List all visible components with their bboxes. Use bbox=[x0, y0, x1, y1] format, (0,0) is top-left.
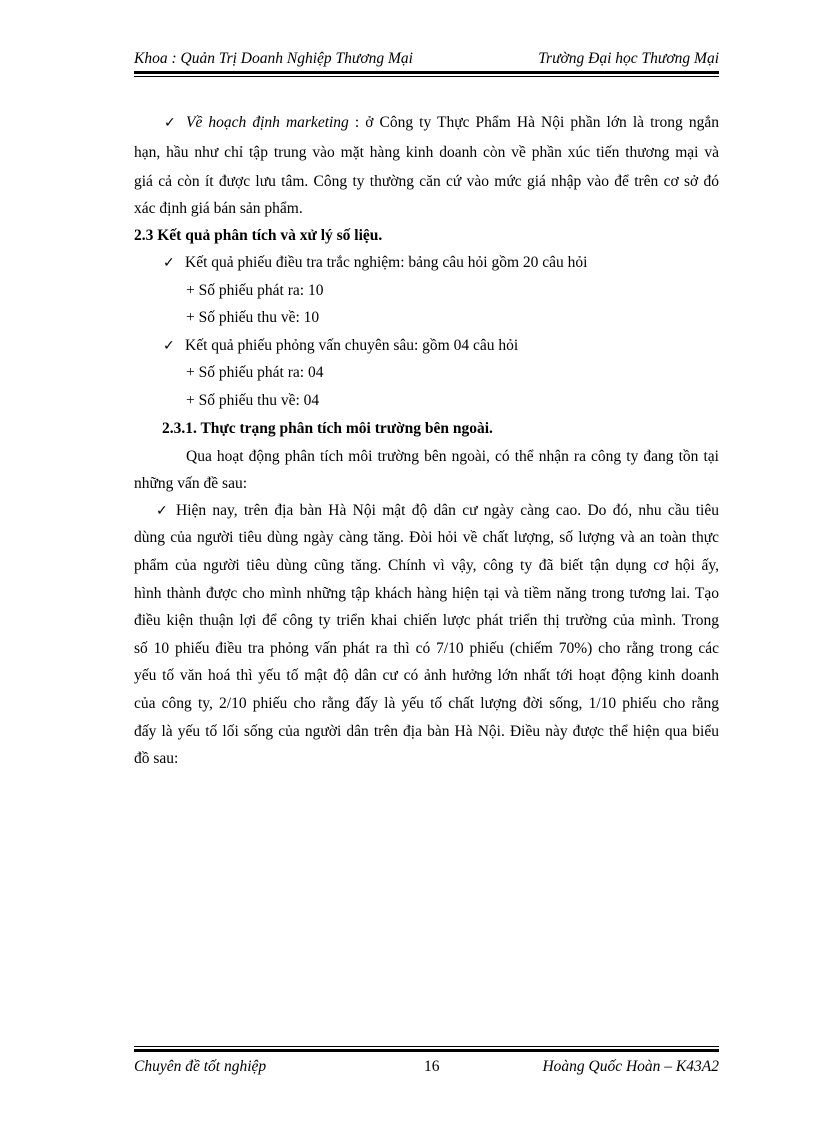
checkmark-icon: ✓ bbox=[156, 503, 168, 519]
paragraph-3-line-5: điều kiện thuận lợi để công ty triển khai chiến lược phát triển thị trường của mình. Trong bbox=[134, 612, 719, 629]
page-header bbox=[134, 50, 719, 68]
paragraph-2-line-1: Qua hoạt động phân tích môi trường bên ngoài, có thể nhận ra công ty đang tồn tại bbox=[186, 448, 719, 465]
paragraph-1-line-3: giá cả còn ít được lưu tâm. Công ty thường căn cứ vào mức giá nhập vào để trên cơ sở đó bbox=[134, 173, 719, 190]
paragraph-3-line-3: phẩm của người tiêu dùng cũng tăng. Chính vì vậy, công ty đã biết tận dụng cơ hội ấy, bbox=[134, 557, 719, 574]
paragraph-3-line-1: ✓ Hiện nay, trên địa bàn Hà Nội mật độ dân cư ngày càng cao. Do đó, nhu cầu tiêu bbox=[156, 502, 719, 519]
checkmark-icon: ✓ bbox=[163, 338, 175, 354]
paragraph-1-line-4: xác định giá bán sản phẩm. bbox=[134, 200, 303, 217]
paragraph-2-line-2: những vấn đề sau: bbox=[134, 475, 248, 492]
survey-1-issued: + Số phiếu phát ra: 10 bbox=[186, 282, 324, 299]
section-heading-2-3: 2.3 Kết quả phân tích và xử lý số liệu. bbox=[134, 227, 383, 244]
paragraph-3-line-2: dùng của người tiêu dùng ngày càng tăng. Đòi hỏi về chất lượng, số lượng và an toàn thực bbox=[134, 529, 719, 546]
page-number: 16 bbox=[424, 1058, 440, 1075]
survey-2-returned: + Số phiếu thu về: 04 bbox=[186, 392, 320, 409]
paragraph-3-line-6: số 10 phiếu điều tra phỏng vấn phát ra thì có 7/10 phiếu (chiếm 70%) cho rằng trong các bbox=[134, 640, 719, 657]
paragraph-3-line-9: đấy là yếu tố lối sống của người dân trên địa bàn Hà Nội. Điều này được thể hiện qua biểu bbox=[134, 723, 719, 740]
checkmark-icon: ✓ bbox=[164, 115, 176, 131]
paragraph-3-line-4: hình thành được cho mình những tập khách hàng hiện tại và tiềm năng trong tương lai. Tạo bbox=[134, 585, 719, 602]
survey-1-returned: + Số phiếu thu về: 10 bbox=[186, 309, 320, 326]
section-heading-2-3-1: 2.3.1. Thực trạng phân tích môi trường bên ngoài. bbox=[162, 420, 493, 437]
paragraph-1-line-2: hạn, hầu như chỉ tập trung vào mặt hàng kinh doanh còn về phần xúc tiến thương mại và bbox=[134, 144, 719, 161]
marketing-label: Về hoạch định marketing bbox=[186, 114, 349, 131]
footer-author: Hoàng Quốc Hoàn – K43A2 bbox=[542, 1058, 719, 1075]
survey-2: ✓ Kết quả phiếu phỏng vấn chuyên sâu: gồm 04 câu hỏi bbox=[163, 337, 519, 354]
paragraph-3-line-10: đồ sau: bbox=[134, 750, 179, 767]
header-rule bbox=[134, 71, 719, 77]
survey-2-issued: + Số phiếu phát ra: 04 bbox=[186, 364, 324, 381]
footer-thesis-label: Chuyên đề tốt nghiệp bbox=[134, 1058, 267, 1075]
header-faculty: Khoa : Quản Trị Doanh Nghiệp Thương Mại bbox=[134, 50, 413, 67]
checkmark-icon: ✓ bbox=[163, 255, 175, 271]
survey-1: ✓ Kết quả phiếu điều tra trắc nghiệm: bảng câu hỏi gồm 20 câu hỏi bbox=[163, 254, 588, 271]
paragraph-1-line-1: ✓ Về hoạch định marketing : ở Công ty Thực Phẩm Hà Nội phần lớn là trong ngắn bbox=[164, 114, 719, 131]
header-university: Trường Đại học Thương Mại bbox=[538, 50, 719, 67]
paragraph-3-line-8: của công ty, 2/10 phiếu cho rằng đấy là yếu tố chất lượng đời sống, 1/10 phiếu cho rằng bbox=[134, 695, 719, 712]
footer-rule bbox=[134, 1046, 719, 1052]
paragraph-3-line-7: yếu tố văn hoá thì yếu tố mật độ dân cư có ảnh hưởng lớn nhất tới hoạt động kinh doanh bbox=[134, 667, 719, 684]
